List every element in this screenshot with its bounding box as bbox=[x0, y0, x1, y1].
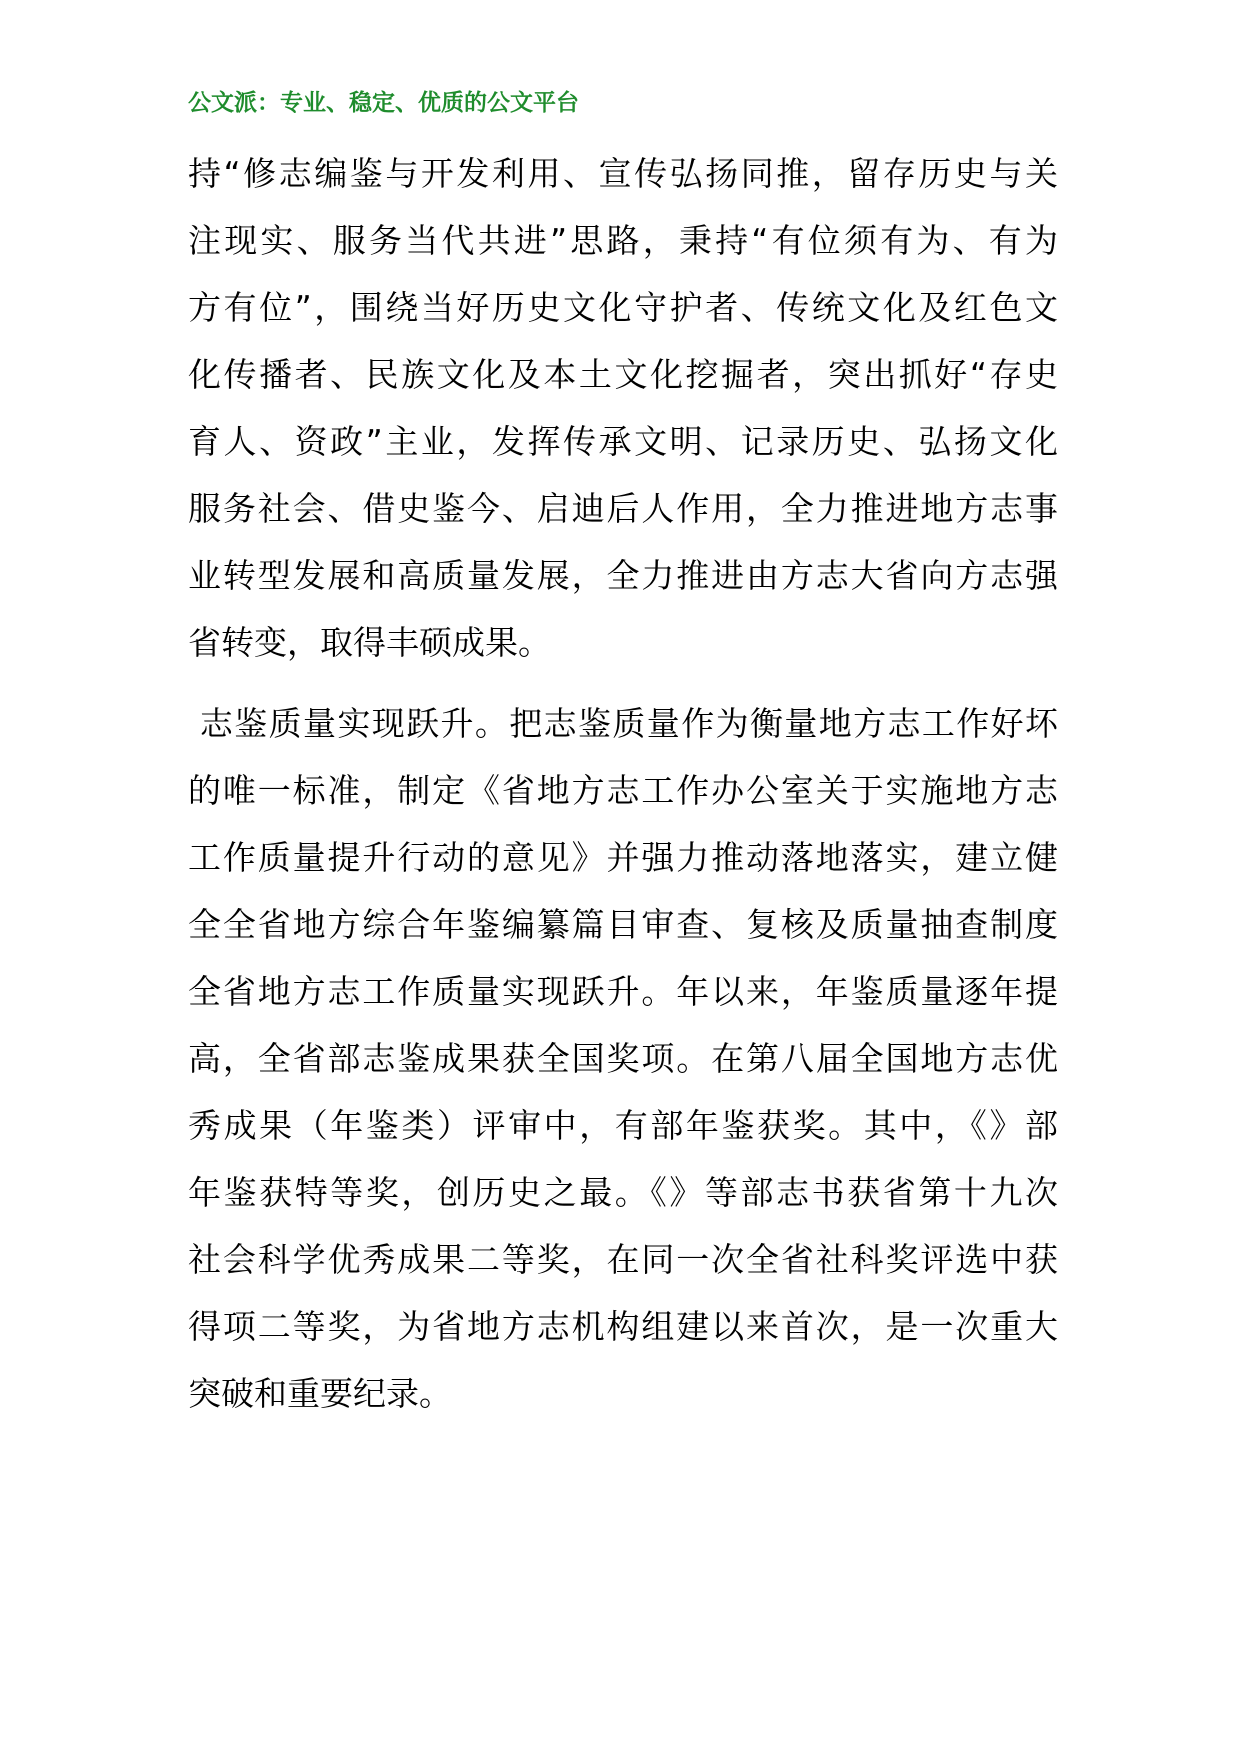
text-line: 化传播者、民族文化及本土文化挖掘者，突出抓好“存史 bbox=[188, 355, 1058, 394]
text-line: 突破和重要纪录。 bbox=[188, 1374, 452, 1413]
text-line: 高，全省部志鉴成果获全国奖项。在第八届全国地方志优 bbox=[188, 1039, 1058, 1078]
text-line: 工作质量提升行动的意见》并强力推动落地落实，建立健 bbox=[188, 838, 1058, 877]
text-line: 全全省地方综合年鉴编纂篇目审查、复核及质量抽查制度 bbox=[188, 905, 1058, 944]
text-line: 年鉴获特等奖，创历史之最。《》等部志书获省第十九次 bbox=[188, 1173, 1058, 1212]
text-line: 志鉴质量实现跃升。把志鉴质量作为衡量地方志工作好坏 bbox=[188, 704, 1058, 743]
text-line: 社会科学优秀成果二等奖，在同一次全省社科奖评选中获 bbox=[188, 1240, 1058, 1279]
text-line: 注现实、服务当代共进”思路，秉持“有位须有为、有为 bbox=[188, 221, 1058, 260]
text-line: 持“修志编鉴与开发利用、宣传弘扬同推，留存历史与关 bbox=[188, 154, 1058, 193]
text-line: 省转变，取得丰硕成果。 bbox=[188, 623, 551, 662]
text-line: 的唯一标准，制定《省地方志工作办公室关于实施地方志 bbox=[188, 771, 1058, 810]
page-header: 公文派：专业、稳定、优质的公文平台 bbox=[188, 90, 579, 116]
text-line: 服务社会、借史鉴今、启迪后人作用，全力推进地方志事 bbox=[188, 489, 1058, 528]
text-line: 方有位”，围绕当好历史文化守护者、传统文化及红色文 bbox=[188, 288, 1058, 327]
text-line: 秀成果（年鉴类）评审中，有部年鉴获奖。其中，《》部 bbox=[188, 1106, 1058, 1145]
text-line: 业转型发展和高质量发展，全力推进由方志大省向方志强 bbox=[188, 556, 1058, 595]
text-line: 育人、资政”主业，发挥传承文明、记录历史、弘扬文化 bbox=[188, 422, 1058, 461]
text-line: 得项二等奖，为省地方志机构组建以来首次，是一次重大 bbox=[188, 1307, 1058, 1346]
text-line: 全省地方志工作质量实现跃升。年以来，年鉴质量逐年提 bbox=[188, 972, 1058, 1011]
